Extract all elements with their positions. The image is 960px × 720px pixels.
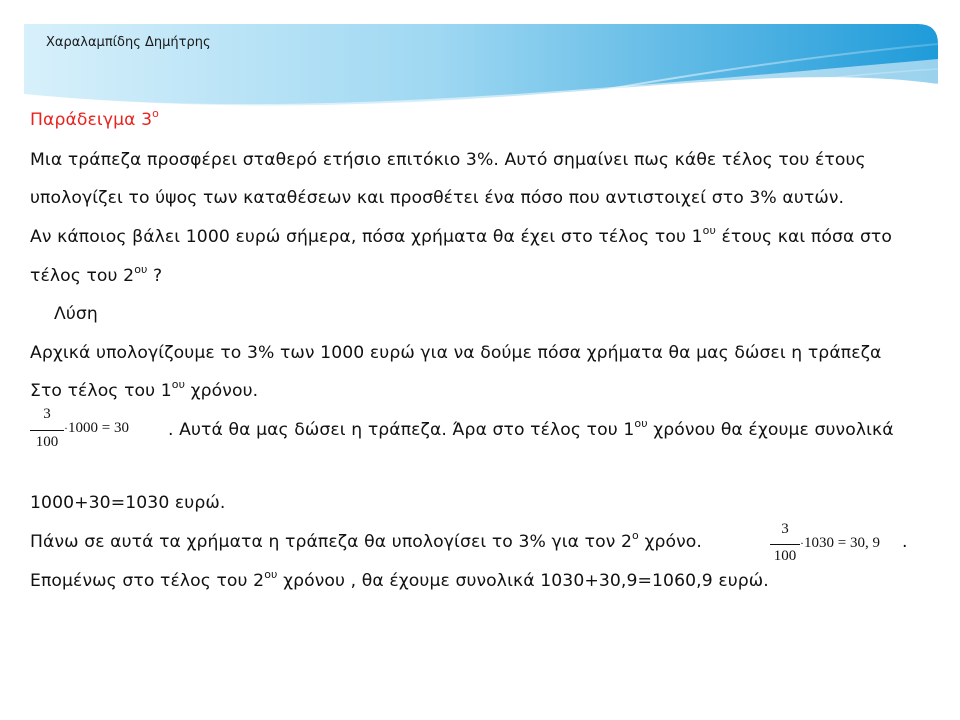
paragraph-6: Στο τέλος του $1^{o\upsilon}$ χρόνου. [30,378,259,401]
paragraph-4: τέλος του $2^{o\upsilon}$ ? [30,263,163,286]
paragraph-9: Πάνω σε αυτά τα χρήματα η τράπεζα θα υπολογίσει το 3% για τον $2^o$ χρόνο. [30,529,702,552]
paragraph-7: . Αυτά θα μας δώσει η τράπεζα. Άρα στο τέλος του $1^{o\upsilon}$ χρόνου θα έχουμε συνολικά [168,417,894,440]
example-title: Παράδειγμα $3^o$ [30,107,159,130]
solution-label: Λύση [54,304,98,324]
paragraph-10: Επομένως στο τέλος του $2^{o\upsilon}$ χρόνου , θα έχουμε συνολικά 1030+30,9=1060,9 ευρώ. [30,568,769,591]
formula-1-fraction-bar [30,430,64,431]
paragraph-3: Αν κάποιος βάλει 1000 ευρώ σήμερα, πόσα χρήματα θα έχει στο τέλος του $1^{o\upsilon}$ έτους και πόσα στο [30,224,892,247]
paragraph-9-end: . [902,532,908,552]
formula-2-expression: ·1030 = 30, 9 [800,535,880,551]
formula-1 [30,406,170,458]
formula-1-expression: ·1000 = 30 [64,420,129,436]
formula-2-denominator: 100 [773,548,797,564]
formula-1-numerator: 3 [43,406,51,422]
paragraph-2: υπολογίζει το ύψος των καταθέσεων και προσθέτει ένα πόσο που αντιστοιχεί στο 3% αυτών. [30,188,845,208]
author-name: Χαραλαμπίδης Δημήτρης [46,35,211,50]
paragraph-5: Αρχικά υπολογίζουμε το 3% των 1000 ευρώ για να δούμε πόσα χρήματα θα μας δώσει η τράπεζα [30,343,882,363]
formula-2-numerator: 3 [781,521,789,537]
paragraph-8: 1000+30=1030 ευρώ. [30,493,226,513]
paragraph-1: Μια τράπεζα προσφέρει σταθερό ετήσιο επιτόκιο 3%. Αυτό σημαίνει πως κάθε τέλος του έτους [30,150,866,170]
formula-2-fraction-bar [770,544,800,545]
formula-1-denominator: 100 [35,434,59,450]
formula-2 [770,521,910,573]
